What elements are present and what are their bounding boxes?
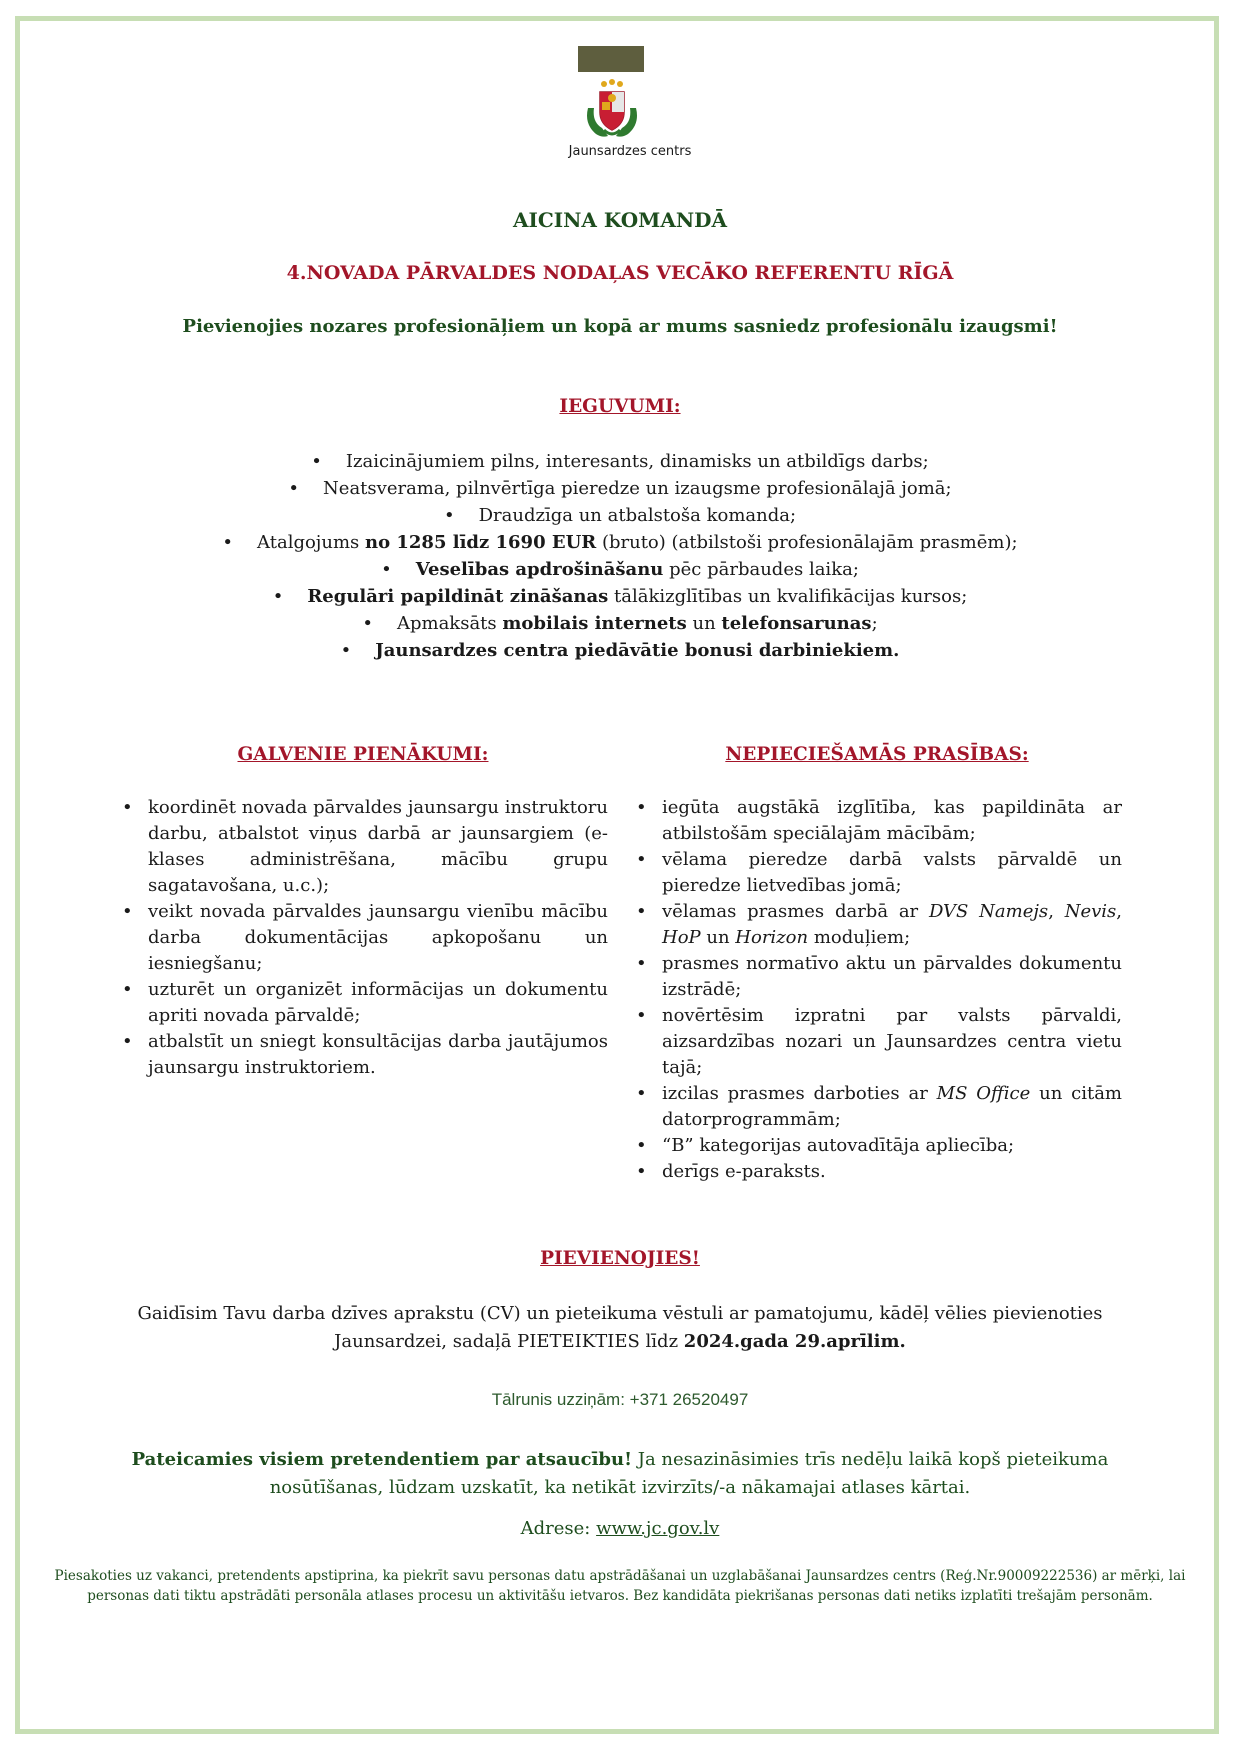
benefit-item [60, 556, 1180, 583]
tagline: Pievienojies nozares profesionāļiem un kopā ar mums sasniedz profesionālu izaugsmi! [182, 316, 1058, 337]
benefit-item-text: mobilais internets [502, 613, 687, 634]
requirement-item-text: un [700, 927, 736, 948]
benefit-item [60, 529, 1180, 556]
duty-item [118, 1029, 608, 1081]
benefit-item [60, 583, 1180, 610]
duty-item-text: koordinēt novada pārvaldes jaunsargu instruktoru darbu, atbalstot viņus darbā ar jaunsargiem (e-klases administrēšana, mācību grupu sagatavošana, u.c.); [148, 797, 608, 896]
logo-bar [578, 46, 644, 72]
requirement-item-text: vēlama pieredze darbā valsts pārvaldē un pieredze lietvedības jomā; [662, 849, 1122, 896]
requirement-item-text: moduļiem; [808, 927, 911, 948]
requirement-item [632, 1003, 1122, 1081]
benefit-item-text: Atalgojums [257, 532, 366, 553]
requirement-item-text: Nevis [1064, 901, 1117, 922]
benefit-item-text: telefonsarunas [721, 613, 872, 634]
duty-item [118, 977, 608, 1029]
benefits-list [60, 448, 1180, 664]
benefit-item-text: ; [871, 613, 878, 634]
apply-text [110, 1300, 1130, 1356]
duty-item [118, 899, 608, 977]
benefit-item [60, 637, 1180, 664]
privacy-footnote: Piesakoties uz vakanci, pretendents apstiprina, ka piekrīt savu personas datu apstrādāšanai un uzglabāšanai Jaunsardzes centrs (Reģ.Nr.90009222536) ar mērķi, lai personas dati tiktu apstrādāti personāla atlases procesu un aktivitāšu ietvaros. Bez kandidāta piekrišanas personas dati netiks izplatīti trešajām personām. [54, 1568, 1186, 1604]
requirement-item-text: derīgs e-paraksts. [662, 1161, 826, 1182]
apply-heading: PIEVIENOJIES! [540, 1248, 700, 1269]
benefit-item-text: Regulāri papildināt zināšanas [307, 586, 609, 607]
benefit-item-text: pēc pārbaudes laika; [663, 559, 859, 580]
benefit-item-text: Jaunsardzes centra piedāvātie bonusi darbiniekiem. [375, 640, 900, 661]
requirement-item [632, 795, 1122, 847]
address-label: Adrese: [520, 1518, 597, 1539]
benefit-item-text: un [686, 613, 722, 634]
position-title: 4.NOVADA PĀRVALDES NODAĻAS VECĀKO REFERENTU RĪGĀ [286, 262, 954, 284]
benefit-item [60, 448, 1180, 475]
duties-list [118, 795, 608, 1081]
requirements-heading: NEPIECIEŠAMĀS PRASĪBAS: [725, 744, 1029, 765]
thanks-rest: Ja nesazināsimies trīs nedēļu laikā kopš pieteikuma nosūtīšanas, lūdzam uzskatīt, ka netikāt izvirzīts/-a nākamajai atlases kārtai. [269, 1449, 1109, 1498]
requirement-item-text: novērtēsim izpratni par valsts pārvaldi, aizsardzības nozari un Jaunsardzes centra vietu tajā; [662, 1005, 1122, 1078]
benefit-item-text: Izaicinājumiem pilns, interesants, dinamisks un atbildīgs darbs; [345, 451, 929, 472]
requirement-item-text: , [1116, 901, 1122, 922]
requirement-item [632, 847, 1122, 899]
requirement-item [632, 1159, 1122, 1185]
benefit-item-text: tālākizglītības un kvalifikācijas kursos; [608, 586, 968, 607]
address [60, 1518, 1180, 1539]
thanks-text [120, 1446, 1120, 1502]
benefit-item-text: (bruto) (atbilstoši profesionālajām prasmēm); [596, 532, 1018, 553]
benefit-item-text: Apmaksāts [396, 613, 503, 634]
benefit-item-text: Veselības apdrošināšanu [415, 559, 664, 580]
requirement-item-text: prasmes normatīvo aktu un pārvaldes dokumentu izstrādē; [662, 953, 1122, 1000]
logo-org-name: Jaunsardzes centrs [568, 144, 692, 159]
benefit-item [60, 475, 1180, 502]
requirement-item-text: vēlamas prasmes darbā ar [662, 901, 929, 922]
requirement-item-text: iegūta augstākā izglītība, kas papildināta ar atbilstošām speciālajām mācībām; [662, 797, 1122, 844]
latvian-coat-of-arms-icon [582, 78, 642, 140]
duty-item-text: veikt novada pārvaldes jaunsargu vienību mācību darba dokumentācijas apkopošanu un iesniegšanu; [148, 901, 608, 974]
requirement-item [632, 899, 1122, 951]
duties-column [118, 744, 608, 1081]
apply-text-body: Gaidīsim Tavu darba dzīves aprakstu (CV) un pieteikuma vēstuli ar pamatojumu, kādēļ vēlies pievienoties Jaunsardzei, sadaļā PIETEIKTIES līdz [137, 1303, 1103, 1352]
requirement-item [632, 1081, 1122, 1133]
requirement-item-text: izcilas prasmes darboties ar [662, 1083, 937, 1104]
org-logo [540, 46, 720, 166]
requirement-item-text: , [1048, 901, 1065, 922]
apply-deadline: 2024.gada 29.aprīlim. [683, 1331, 906, 1352]
requirement-item-text: Horizon [735, 927, 809, 948]
requirement-item-text: un citām datorprogrammām; [662, 1083, 1123, 1130]
duty-item-text: uzturēt un organizēt informācijas un dokumentu apriti novada pārvaldē; [148, 979, 608, 1026]
requirement-item-text: “B” kategorijas autovadītāja apliecība; [662, 1135, 1015, 1156]
thanks-bold: Pateicamies visiem pretendentiem par atsaucību! [131, 1449, 632, 1470]
duty-item [118, 795, 608, 899]
duty-item-text: atbalstīt un sniegt konsultācijas darba jautājumos jaunsargu instruktoriem. [148, 1031, 608, 1078]
requirements-list [632, 795, 1122, 1185]
contact-phone: Tālrunis uzziņām: +371 26520497 [491, 1390, 749, 1409]
requirement-item-text: DVS Namejs [928, 901, 1049, 922]
invite-heading: AICINA KOMANDĀ [513, 208, 727, 232]
requirement-item [632, 951, 1122, 1003]
benefits-heading: IEGUVUMI: [559, 396, 681, 417]
benefit-item [60, 610, 1180, 637]
benefit-item [60, 502, 1180, 529]
requirement-item [632, 1133, 1122, 1159]
benefit-item-text: Neatsverama, pilnvērtīga pieredze un izaugsme profesionālajā jomā; [323, 478, 952, 499]
duties-heading: GALVENIE PIENĀKUMI: [237, 744, 489, 765]
benefit-item-text: Draudzīga un atbalstoša komanda; [478, 505, 797, 526]
benefit-item-text: no 1285 līdz 1690 EUR [365, 532, 597, 553]
requirements-column [632, 744, 1122, 1185]
requirement-item-text: MS Office [936, 1083, 1031, 1104]
address-link[interactable]: www.jc.gov.lv [596, 1518, 720, 1539]
requirement-item-text: HoP [662, 927, 701, 948]
